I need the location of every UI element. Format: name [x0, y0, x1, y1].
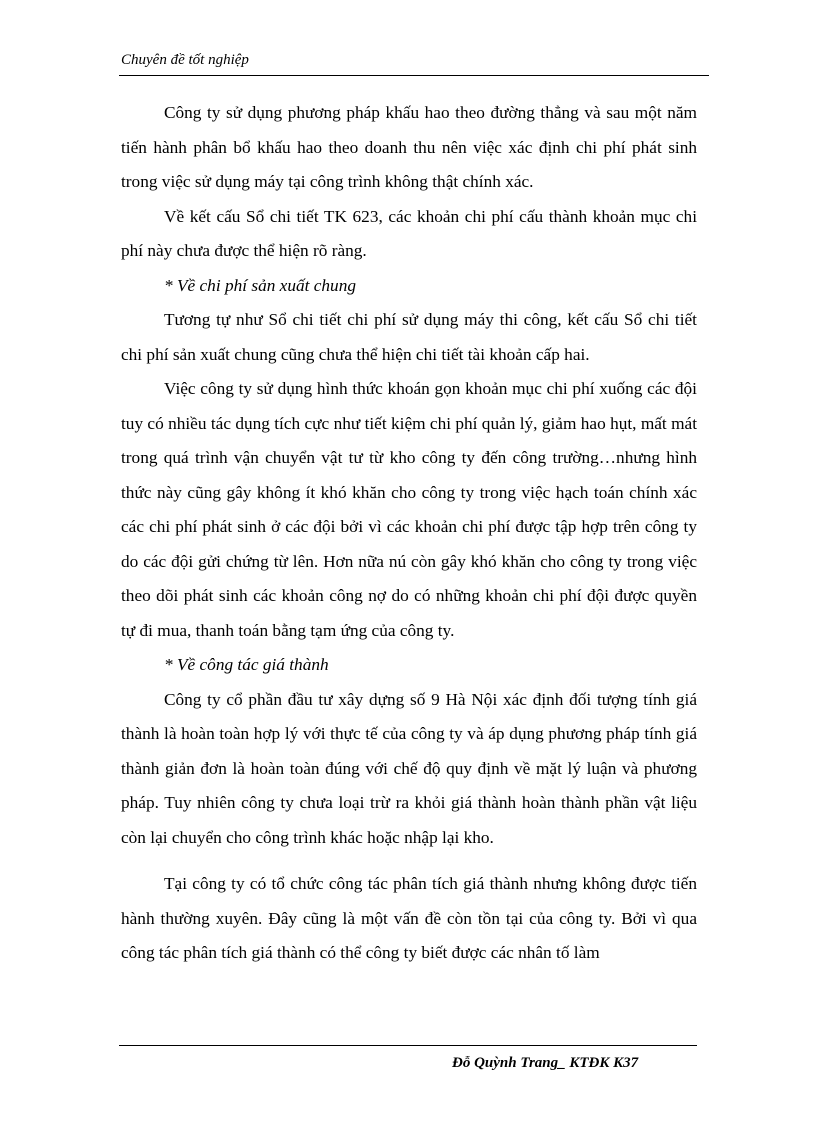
paragraph: Công ty cổ phần đầu tư xây dựng số 9 Hà Nội xác định đối tượng tính giá thành là hoàn toàn hợp lý với thực tế của công ty và áp dụng phương pháp tính giá thành giản đơn là hoàn toàn đúng với chế độ quy định về mặt lý luận và phương pháp. Tuy nhiên công ty chưa loại trừ ra khỏi giá thành hoàn thành phần vật liệu còn lại chuyển cho công trình khác hoặc nhập lại kho.: [121, 689, 697, 847]
running-header: Chuyên đề tốt nghiệp: [121, 52, 249, 68]
header-divider: [119, 75, 709, 76]
paragraph: Về kết cấu Sổ chi tiết TK 623, các khoản chi phí cấu thành khoản mục chi phí này chưa được thể hiện rõ ràng.: [121, 206, 697, 260]
section-heading: * Về công tác giá thành: [164, 655, 329, 674]
section-heading: * Về chi phí sản xuất chung: [164, 275, 356, 295]
paragraph: Tương tự như Sổ chi tiết chi phí sử dụng máy thi công, kết cấu Sổ chi tiết chi phí sản xuất chung cũng chưa thể hiện chi tiết tài khoản cấp hai.: [121, 310, 697, 364]
document-body: [121, 96, 697, 971]
footer-author: Đỗ Quỳnh Trang_ KTĐK K37: [452, 1055, 639, 1071]
footer-divider: [119, 1045, 697, 1046]
paragraph: Tại công ty có tổ chức công tác phân tích giá thành nhưng không được tiến hành thường xuyên. Đây cũng là một vấn đề còn tồn tại của công ty. Bởi vì qua công tác phân tích giá thành có thể công ty biết được các nhân tố làm: [121, 874, 697, 962]
paragraph: Việc công ty sử dụng hình thức khoán gọn khoản mục chi phí xuống các đội tuy có nhiều tác dụng tích cực như tiết kiệm chi phí quản lý, giảm hao hụt, mất mát trong quá trình vận chuyển vật tư từ kho công ty đến công trường…nhưng hình thức này cũng gây không ít khó khăn cho công ty trong việc hạch toán chính xác các chi phí phát sinh ở các đội bởi vì các khoản chi phí được tập hợp trên công ty do các đội gửi chứng từ lên. Hơn nữa nú còn gây khó khăn cho công ty trong việc theo dõi phát sinh các khoản công nợ do có những khoản chi phí đội được quyền tự đi mua, thanh toán bằng tạm ứng của công ty.: [121, 379, 697, 640]
paragraph: Công ty sử dụng phương pháp khấu hao theo đường thẳng và sau một năm tiến hành phân bổ khấu hao theo doanh thu nên việc xác định chi phí phát sinh trong việc sử dụng máy tại công trình không thật chính xác.: [121, 103, 697, 191]
